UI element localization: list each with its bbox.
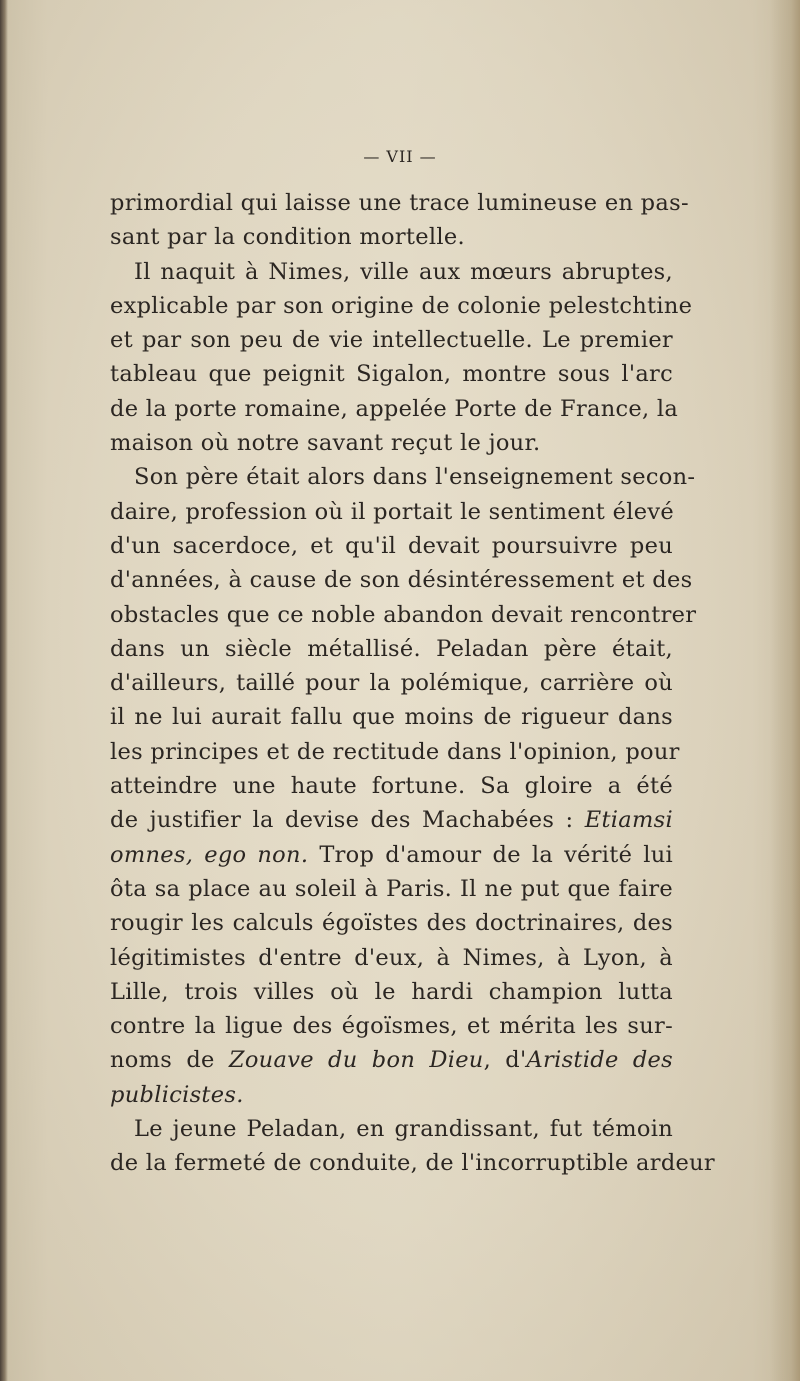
text-line: obstacles que ce noble abandon devait rencontrer <box>110 601 697 628</box>
text-line: Le jeune Peladan, en grandissant, fut témoin <box>134 1116 673 1143</box>
italic-segment: Etiamsi <box>584 807 673 834</box>
text-line: les principes et de rectitude dans l'opinion, pour <box>110 738 680 765</box>
text-line: dans un siècle métallisé. Peladan père était, <box>110 635 673 662</box>
text-line: rougir les calculs égoïstes des doctrinaires, des <box>110 910 673 937</box>
text-line: explicable par son origine de colonie pelestchtine <box>110 292 693 319</box>
text-line: tableau que peignit Sigalon, montre sous l'arc <box>110 361 673 388</box>
text-line: d'ailleurs, taillé pour la polémique, carrière où <box>110 670 673 697</box>
text-line: atteindre une haute fortune. Sa gloire a été <box>110 773 673 800</box>
body-text <box>110 186 715 1181</box>
italic-segment: Zouave du bon Dieu <box>228 1047 484 1074</box>
text-line: primordial qui laisse une trace lumineuse en pas- <box>110 190 689 216</box>
text-line <box>110 1078 673 1112</box>
page-edge-shadow <box>770 0 800 1381</box>
text-segment: , d' <box>483 1047 527 1074</box>
text-line: d'un sacerdoce, et qu'il devait poursuivre peu <box>110 532 673 559</box>
italic-segment: omnes, ego non. <box>110 841 309 868</box>
text-line: contre la ligue des égoïsmes, et mérita les sur- <box>110 1013 673 1040</box>
italic-segment: publicistes. <box>110 1081 244 1108</box>
text-line: sant par la condition mortelle. <box>110 224 465 251</box>
text-segment: de justifier la devise des Machabées : <box>110 807 574 834</box>
text-line <box>110 1043 673 1077</box>
text-segment: noms de <box>110 1047 215 1074</box>
text-line <box>110 803 673 837</box>
text-line: ôta sa place au soleil à Paris. Il ne put que faire <box>110 875 673 902</box>
text-segment: Trop d'amour de la vérité lui <box>319 841 674 868</box>
text-line: d'années, à cause de son désintéressement et des <box>110 567 693 594</box>
page-number: — VII — <box>363 147 437 166</box>
text-line: légitimistes d'entre d'eux, à Nimes, à Lyon, à <box>110 944 673 971</box>
binding-edge <box>0 0 8 1381</box>
text-line <box>110 838 673 872</box>
text-line: Son père était alors dans l'enseignement secon- <box>134 464 696 491</box>
text-line: Il naquit à Nimes, ville aux mœurs abruptes, <box>134 258 673 285</box>
text-line: Lille, trois villes où le hardi champion lutta <box>110 978 673 1005</box>
text-line: maison où notre savant reçut le jour. <box>110 430 541 457</box>
text-line: de la fermeté de conduite, de l'incorruptible ardeur <box>110 1150 715 1177</box>
italic-segment: Aristide des <box>526 1047 673 1074</box>
text-line: daire, profession où il portait le sentiment élevé <box>110 498 674 525</box>
text-line: et par son peu de vie intellectuelle. Le premier <box>110 327 673 354</box>
text-line: de la porte romaine, appelée Porte de France, la <box>110 395 679 422</box>
text-line: il ne lui aurait fallu que moins de rigueur dans <box>110 704 673 731</box>
